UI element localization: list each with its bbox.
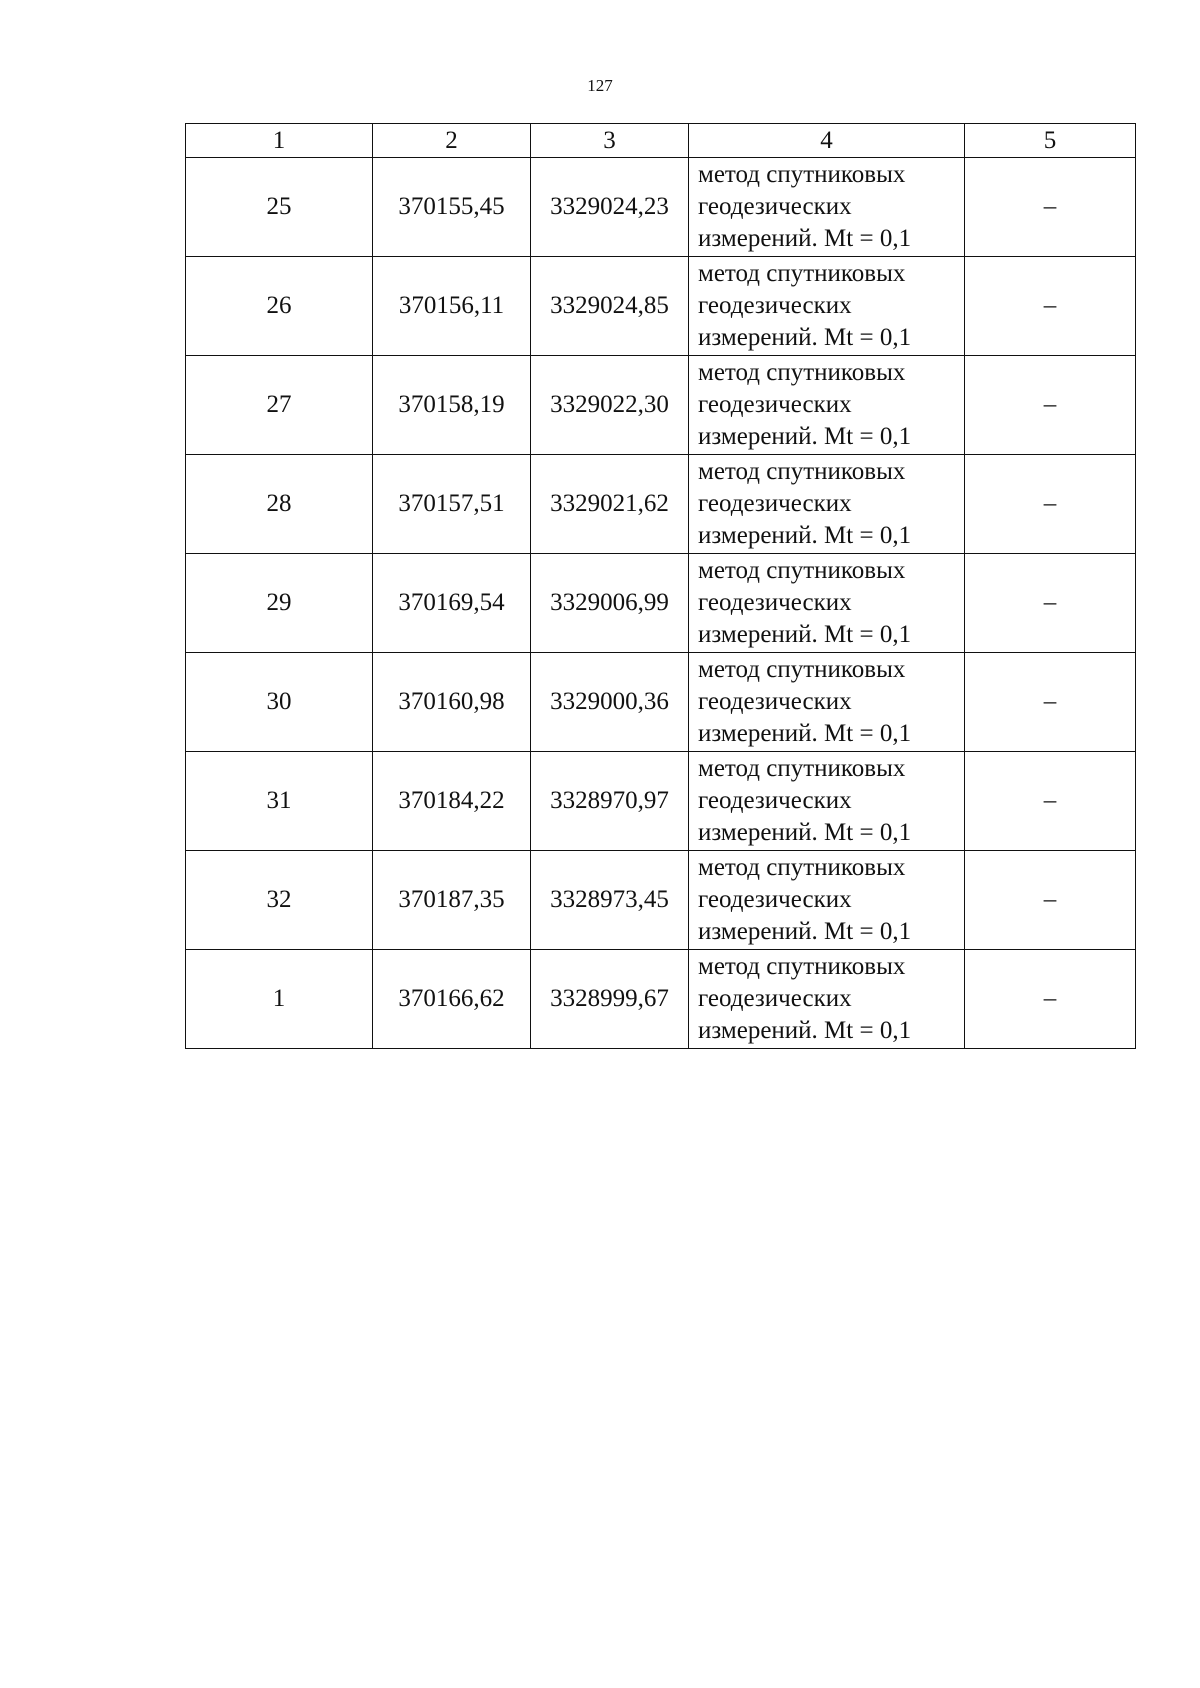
method-line: геодезических	[698, 589, 852, 616]
y-coordinate-cell: 3329024,23	[531, 158, 689, 257]
extra-cell: –	[965, 554, 1136, 653]
x-coordinate-cell: 370157,51	[373, 455, 531, 554]
method-line: метод спутниковых	[698, 458, 906, 485]
method-line: измерений. Mt = 0,1	[698, 819, 912, 846]
extra-cell: –	[965, 653, 1136, 752]
x-coordinate-cell: 370187,35	[373, 851, 531, 950]
method-line: метод спутниковых	[698, 953, 906, 980]
table-row	[186, 851, 1136, 950]
y-coordinate-cell: 3329022,30	[531, 356, 689, 455]
method-line: измерений. Mt = 0,1	[698, 1017, 912, 1044]
y-coordinate-cell: 3329000,36	[531, 653, 689, 752]
method-line: геодезических	[698, 787, 852, 814]
table-row	[186, 257, 1136, 356]
method-line: геодезических	[698, 886, 852, 913]
point-number-cell: 31	[186, 752, 373, 851]
method-line: метод спутниковых	[698, 557, 906, 584]
extra-cell: –	[965, 356, 1136, 455]
method-line: метод спутниковых	[698, 359, 906, 386]
point-number-cell: 1	[186, 950, 373, 1049]
method-line: геодезических	[698, 490, 852, 517]
method-cell	[689, 752, 965, 851]
x-coordinate-cell: 370184,22	[373, 752, 531, 851]
column-header: 3	[531, 124, 689, 158]
method-line: измерений. Mt = 0,1	[698, 225, 912, 252]
method-cell	[689, 257, 965, 356]
x-coordinate-cell: 370155,45	[373, 158, 531, 257]
method-line: измерений. Mt = 0,1	[698, 918, 912, 945]
method-line: геодезических	[698, 985, 852, 1012]
method-line: измерений. Mt = 0,1	[698, 522, 912, 549]
table-row	[186, 158, 1136, 257]
x-coordinate-cell: 370166,62	[373, 950, 531, 1049]
y-coordinate-cell: 3329021,62	[531, 455, 689, 554]
page-number: 127	[587, 76, 613, 95]
point-number-cell: 30	[186, 653, 373, 752]
point-number-cell: 29	[186, 554, 373, 653]
extra-cell: –	[965, 455, 1136, 554]
method-line: геодезических	[698, 193, 852, 220]
method-line: измерений. Mt = 0,1	[698, 621, 912, 648]
method-line: метод спутниковых	[698, 755, 906, 782]
table-row	[186, 356, 1136, 455]
method-line: геодезических	[698, 688, 852, 715]
method-cell	[689, 356, 965, 455]
y-coordinate-cell: 3328999,67	[531, 950, 689, 1049]
coordinates-table	[185, 123, 1136, 1049]
method-cell	[689, 554, 965, 653]
point-number-cell: 25	[186, 158, 373, 257]
column-header: 2	[373, 124, 531, 158]
method-line: метод спутниковых	[698, 854, 906, 881]
x-coordinate-cell: 370160,98	[373, 653, 531, 752]
column-header: 1	[186, 124, 373, 158]
table-body	[186, 158, 1136, 1049]
method-line: метод спутниковых	[698, 656, 906, 683]
method-line: измерений. Mt = 0,1	[698, 324, 912, 351]
method-line: метод спутниковых	[698, 260, 906, 287]
method-line: измерений. Mt = 0,1	[698, 423, 912, 450]
point-number-cell: 32	[186, 851, 373, 950]
extra-cell: –	[965, 950, 1136, 1049]
method-line: геодезических	[698, 391, 852, 418]
x-coordinate-cell: 370169,54	[373, 554, 531, 653]
extra-cell: –	[965, 257, 1136, 356]
table-header-row	[186, 124, 1136, 158]
y-coordinate-cell: 3328973,45	[531, 851, 689, 950]
y-coordinate-cell: 3329024,85	[531, 257, 689, 356]
y-coordinate-cell: 3328970,97	[531, 752, 689, 851]
point-number-cell: 26	[186, 257, 373, 356]
method-cell	[689, 158, 965, 257]
table-row	[186, 455, 1136, 554]
x-coordinate-cell: 370158,19	[373, 356, 531, 455]
method-cell	[689, 653, 965, 752]
point-number-cell: 27	[186, 356, 373, 455]
method-line: метод спутниковых	[698, 161, 906, 188]
table-row	[186, 554, 1136, 653]
extra-cell: –	[965, 158, 1136, 257]
y-coordinate-cell: 3329006,99	[531, 554, 689, 653]
extra-cell: –	[965, 752, 1136, 851]
method-cell	[689, 851, 965, 950]
column-header: 4	[689, 124, 965, 158]
column-header: 5	[965, 124, 1136, 158]
method-cell	[689, 950, 965, 1049]
table-row	[186, 752, 1136, 851]
point-number-cell: 28	[186, 455, 373, 554]
table-row	[186, 950, 1136, 1049]
method-cell	[689, 455, 965, 554]
extra-cell: –	[965, 851, 1136, 950]
method-line: измерений. Mt = 0,1	[698, 720, 912, 747]
method-line: геодезических	[698, 292, 852, 319]
x-coordinate-cell: 370156,11	[373, 257, 531, 356]
table-row	[186, 653, 1136, 752]
